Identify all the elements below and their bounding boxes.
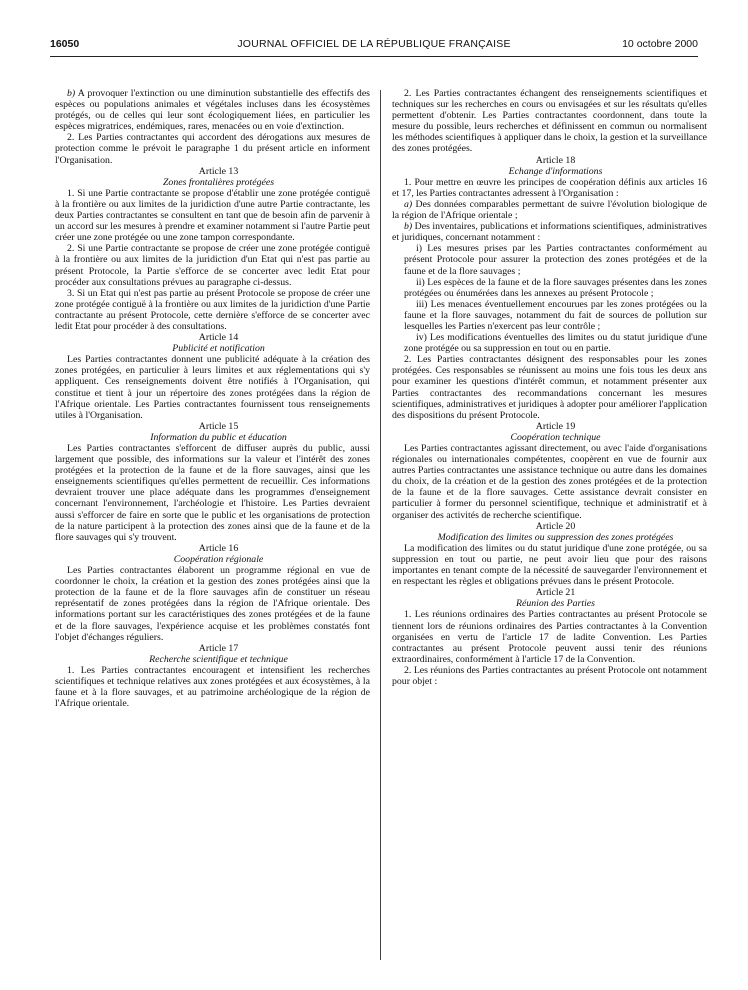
list-item: iv) Les modifications éventuelles des limites ou du statut juridique d'une zone protégée ou sa suppression en tout ou en partie. [404, 332, 707, 355]
article-20-heading: Article 20 [535, 520, 576, 532]
paragraph: Les Parties contractantes agissant directement, ou avec l'aide d'organisations régionales ou internationales compétentes, coopèrent en vue de fournir aux autres Parties contractantes une assistance technique ou autre dans les domaines du choix, de la création et de la gestion des zones protégées et de la protection de la faune et de la flore sauvages. Cette assistance devrait consister en particulier à former du personnel scientifique, technique et administratif et à organiser des activités de recherche scientifique. [392, 443, 707, 521]
article-21-heading: Article 21 [535, 587, 576, 599]
paragraph: 2. Les Parties contractantes échangent des renseignements scientifiques et techniques sur les recherches en cours ou envisagées et sur les résultats qu'elles permettent d'obtenir. Les Parties contractantes coordonnent, dans toute la mesure du possible, leurs recherches et définissent en commun ou normalisent les méthodes scientifiques à appliquer dans le choix, la gestion et la surveillance des zones protégées. [392, 88, 707, 155]
paragraph [392, 221, 707, 243]
list-item: ii) Les espèces de la faune et de la flore sauvages présentes dans les zones protégées ou énumérées dans les annexes au présent Protocole ; [404, 276, 707, 299]
article-13-heading: Article 13 [198, 165, 239, 177]
paragraph: 2. Les réunions des Parties contractantes au présent Protocole ont notamment pour objet : [392, 664, 707, 687]
paragraph-text: A provoquer l'extinction ou une diminution substantielle des effectifs des espèces ou populations animales et végétales incluses dans les écosystèmes protégés, ou de celles qui leur sont écologiquement liées, en particulier les espèces migratrices, endémiques, rares, menacées ou en voie d'extinction. [55, 88, 370, 133]
paragraph: 2. Si une Partie contractante se propose de créer une zone protégée contiguë à la frontière ou aux limites de la juridiction d'un Etat qui n'est pas partie au présent Protocole, la Partie s'efforce de se concerter avec ledit Etat pour procéder aux consultations prévues au paragraphe ci-dessus. [55, 243, 370, 288]
article-16-subtitle: Coopération régionale [173, 553, 264, 565]
publication-date: 10 octobre 2000 [622, 38, 698, 50]
article-16-heading: Article 16 [198, 542, 239, 554]
item-label: b) [404, 221, 413, 233]
paragraph: La modification des limites ou du statut juridique d'une zone protégée, ou sa suppression en tout ou partie, ne peut avoir lieu que pour des raisons importantes en tenant compte de la nécessité de sauvegarder l'environnement et en respectant les règles et obligations prévues dans le présent Protocole. [392, 542, 707, 588]
paragraph: 1. Pour mettre en œuvre les principes de coopération définis aux articles 16 et 17, les Parties contractantes adressent à l'Organisation : [392, 176, 707, 199]
article-15-subtitle: Information du public et éducation [150, 431, 287, 443]
paragraph: Les Parties contractantes élaborent un programme régional en vue de coordonner le choix, la création et la gestion des zones protégées ainsi que la protection de la faune et de la flore sauvages afin de constituer un réseau représentatif de zones protégées dans la région de l'Afrique orientale. Des informations portant sur les caractéristiques des zones protégées et de la faune et de la flore sauvages, l'expérience acquise et les problèmes constatés font l'objet d'échanges réguliers. [55, 565, 370, 643]
article-14-subtitle: Publicité et notification [172, 343, 265, 355]
article-17-subtitle: Recherche scientifique et technique [149, 653, 288, 665]
paragraph: 1. Les réunions ordinaires des Parties contractantes au présent Protocole se tiennent lors de réunions ordinaires des Parties contractantes à la Convention organisées en vertu de l'article 17 de ladite Convention. Les Parties contractantes au présent Protocole peuvent aussi tenir des réunions extraordinaires, conformément à l'article 17 de la Convention. [392, 609, 707, 665]
paragraph-text: Des inventaires, publications et informations scientifiques, administratives et juridiques, concernant notamment : [392, 221, 707, 244]
header-rule [50, 56, 698, 57]
article-19-heading: Article 19 [535, 420, 576, 432]
article-18-heading: Article 18 [535, 154, 576, 166]
page-number: 16050 [50, 38, 80, 50]
paragraph: 1. Si une Partie contractante se propose d'établir une zone protégée contiguë à la frontière ou aux limites de la juridiction d'une autre Partie contractante, les deux Parties contractantes se consultent en tant que de besoin afin de parvenir à un accord sur les mesures à prendre et examiner notamment si l'autre Partie peut créer une zone protégée ou une zone tampon correspondante. [55, 187, 370, 244]
right-column [392, 88, 707, 687]
item-label: a) [404, 198, 413, 210]
paragraph [55, 88, 370, 132]
paragraph: Les Parties contractantes donnent une publicité adéquate à la création des zones protégées, en particulier à leurs limites et aux réglementations qui s'y appliquent. Ces renseignements doivent être notifiés à l'Organisation, qui constitue et tient à jour un répertoire des zones protégées dans la région de l'Afrique orientale. Les Parties contractantes fournissent tous renseignements utiles à l'Organisation. [55, 354, 370, 421]
column-divider [380, 90, 381, 960]
article-20-subtitle: Modification des limites ou suppression des zones protégées [437, 531, 674, 543]
left-column [55, 88, 370, 709]
paragraph-text: Des données comparables permettant de suivre l'évolution biologique de la région de l'Afrique orientale ; [392, 198, 708, 222]
paragraph: 2. Les Parties contractantes qui accordent des dérogations aux mesures de protection comme le prévoit le paragraphe 1 du présent article en informent l'Organisation. [55, 132, 370, 166]
list-item: iii) Les menaces éventuellement encourues par les zones protégées ou la faune et la flore sauvages, notamment du fait de sources de pollution sur lesquelles les Parties n'exercent pas leur contrôle ; [404, 298, 707, 332]
article-19-subtitle: Coopération technique [510, 431, 601, 443]
item-label: b) [67, 88, 76, 99]
article-18-subtitle: Echange d'informations [508, 165, 603, 177]
page-header [50, 38, 698, 54]
paragraph: 1. Les Parties contractantes encouragent et intensifient les recherches scientifiques et technique relatives aux zones protégées et aux écosystèmes, à la faune et à la flore sauvages, et au patrimoine archéologique de la région de l'Afrique orientale. [55, 664, 370, 710]
paragraph: 3. Si un Etat qui n'est pas partie au présent Protocole se propose de créer une zone protégée contiguë à la frontière ou aux limites de la juridiction d'une Partie contractante au présent Protocole, cette dernière s'efforce de se concerter avec ledit Etat pour procéder à des consultations. [55, 287, 370, 332]
list-item: i) Les mesures prises par les Parties contractantes conformément au présent Protocole pour assurer la protection des zones protégées et de la faune et de la flore sauvages ; [404, 243, 707, 277]
journal-title: JOURNAL OFFICIEL DE LA RÉPUBLIQUE FRANÇAISE [237, 38, 511, 50]
paragraph: Les Parties contractantes s'efforcent de diffuser auprès du public, aussi largement que possible, des informations sur la valeur et l'intérêt des zones protégées et la protection de la faune et de la flore sauvages, ainsi que les enseignements scientifiques qu'elles permettent de recueillir. Ces informations devraient trouver une place adéquate dans les programmes d'enseignement concernant l'environnement, l'archéologie et l'histoire. Les Parties devraient aussi s'efforcer de faire en sorte que le public et les organisations de protection de la nature participent à la protection des zones ainsi que de la faune et de la flore sauvages qui s'y trouvent. [55, 443, 370, 543]
article-21-subtitle: Réunion des Parties [516, 598, 595, 610]
article-15-heading: Article 15 [198, 420, 239, 432]
article-17-heading: Article 17 [198, 642, 239, 654]
article-13-subtitle: Zones frontalières protégées [162, 176, 275, 188]
paragraph: 2. Les Parties contractantes désignent des responsables pour les zones protégées. Ces responsables se réunissent au moins une fois tous les deux ans pour examiner les questions d'intérêt commun, et notamment présenter aux Parties contractantes des recommandations concernant les mesures scientifiques, administratives et juridiques à adopter pour améliorer l'application des dispositions du présent Protocole. [392, 354, 707, 421]
article-14-heading: Article 14 [198, 332, 239, 344]
paragraph [392, 199, 707, 221]
